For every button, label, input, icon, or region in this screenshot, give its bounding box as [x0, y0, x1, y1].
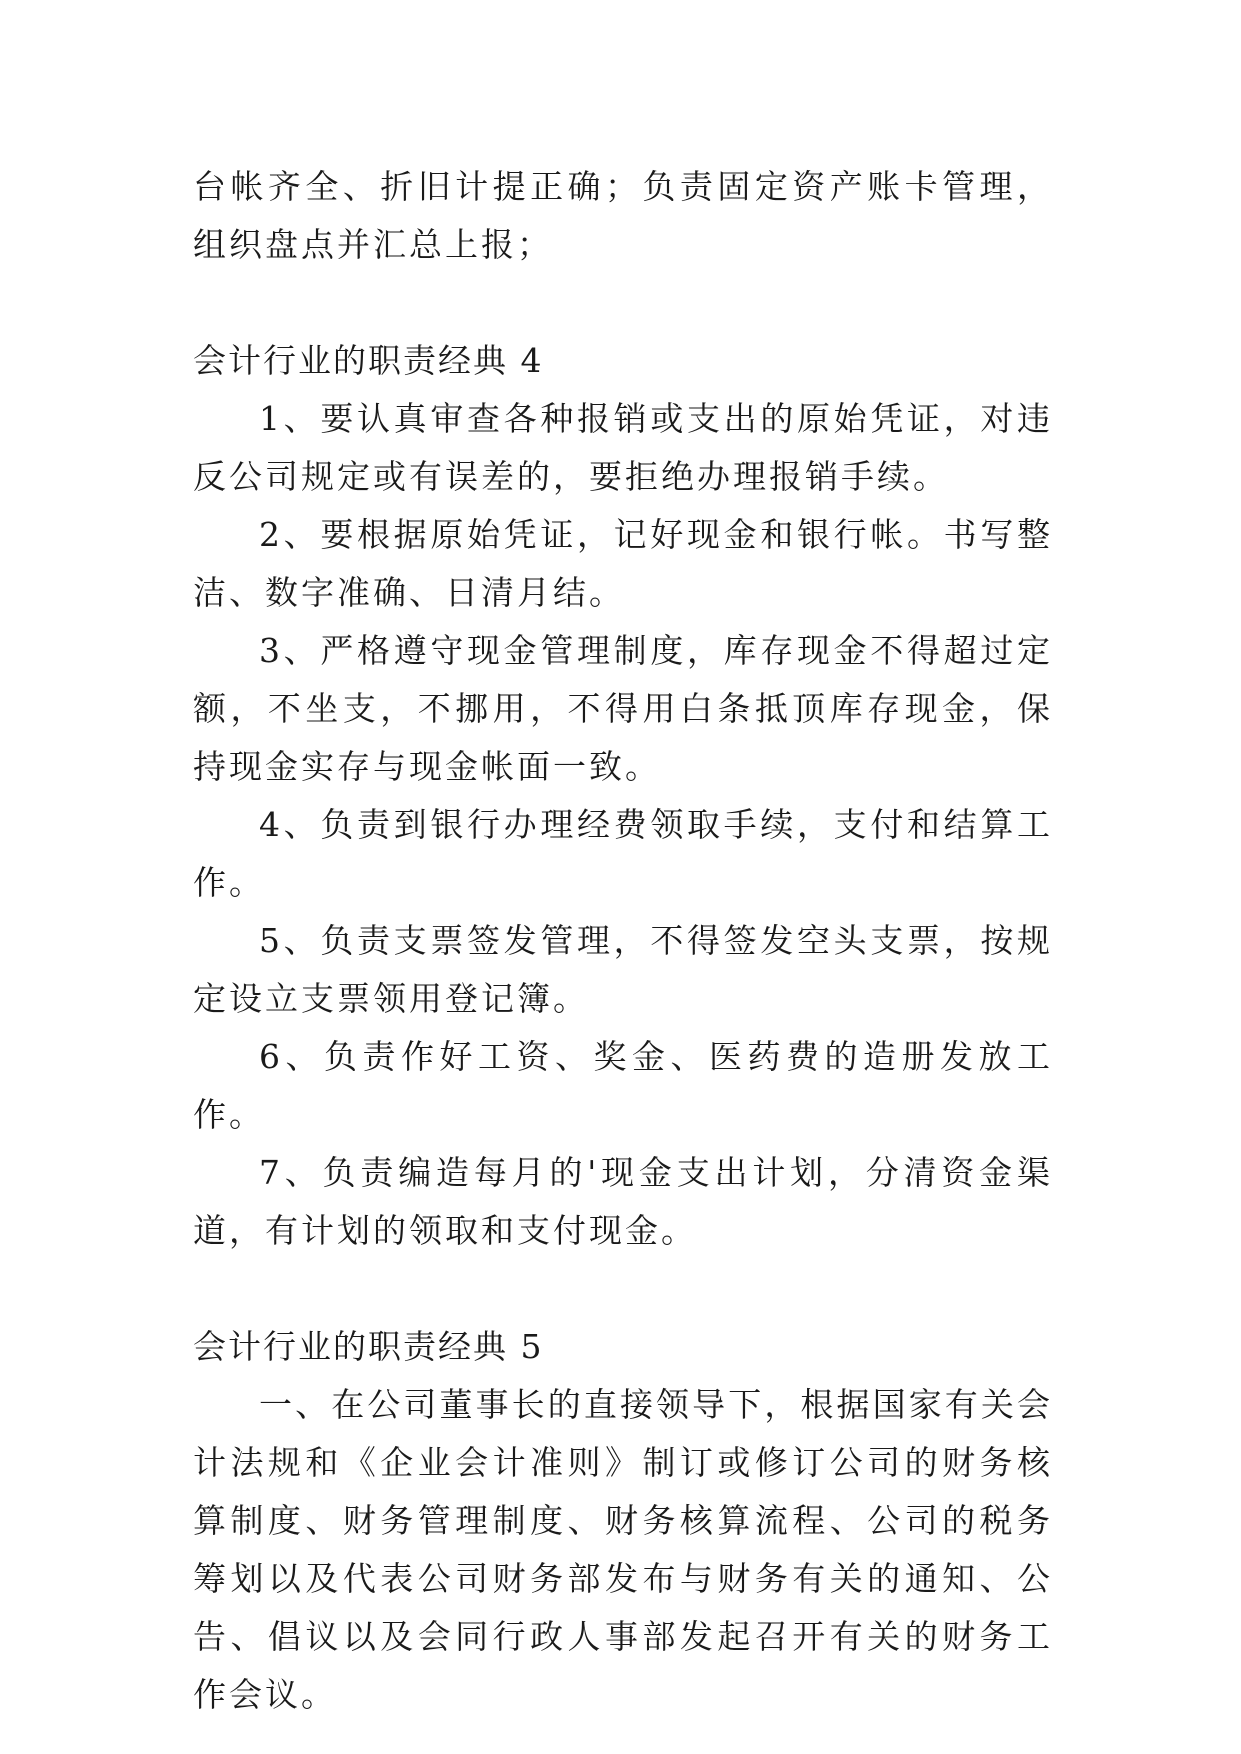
section-4-item: 3、严格遵守现金管理制度，库存现金不得超过定额，不坐支，不挪用，不得用白条抵顶库存现金，保持现金实存与现金帐面一致。	[193, 631, 1053, 786]
section-4-heading: 会计行业的职责经典 4	[193, 341, 544, 380]
section-4-item: 2、要根据原始凭证，记好现金和银行帐。书写整洁、数字准确、日清月结。	[193, 515, 1053, 612]
section-5-heading: 会计行业的职责经典 5	[193, 1327, 544, 1366]
document-page	[193, 158, 1053, 1724]
spacer	[193, 1260, 1053, 1318]
section-4-item: 7、负责编造每月的'现金支出计划，分清资金渠道，有计划的领取和支付现金。	[193, 1153, 1053, 1250]
section-4-item: 5、负责支票签发管理，不得签发空头支票，按规定设立支票领用登记簿。	[193, 921, 1053, 1018]
section-4-item: 1、要认真审查各种报销或支出的原始凭证，对违反公司规定或有误差的，要拒绝办理报销手续。	[193, 399, 1053, 496]
section-4-item: 6、负责作好工资、奖金、医药费的造册发放工作。	[193, 1037, 1053, 1134]
spacer	[193, 274, 1053, 332]
section-4-item: 4、负责到银行办理经费领取手续，支付和结算工作。	[193, 805, 1053, 902]
intro-paragraph: 台帐齐全、折旧计提正确；负责固定资产账卡管理，组织盘点并汇总上报；	[193, 167, 1053, 264]
section-5-item: 一、在公司董事长的直接领导下，根据国家有关会计法规和《企业会计准则》制订或修订公司的财务核算制度、财务管理制度、财务核算流程、公司的税务筹划以及代表公司财务部发布与财务有关的通知、公告、倡议以及会同行政人事部发起召开有关的财务工作会议。	[193, 1385, 1053, 1714]
